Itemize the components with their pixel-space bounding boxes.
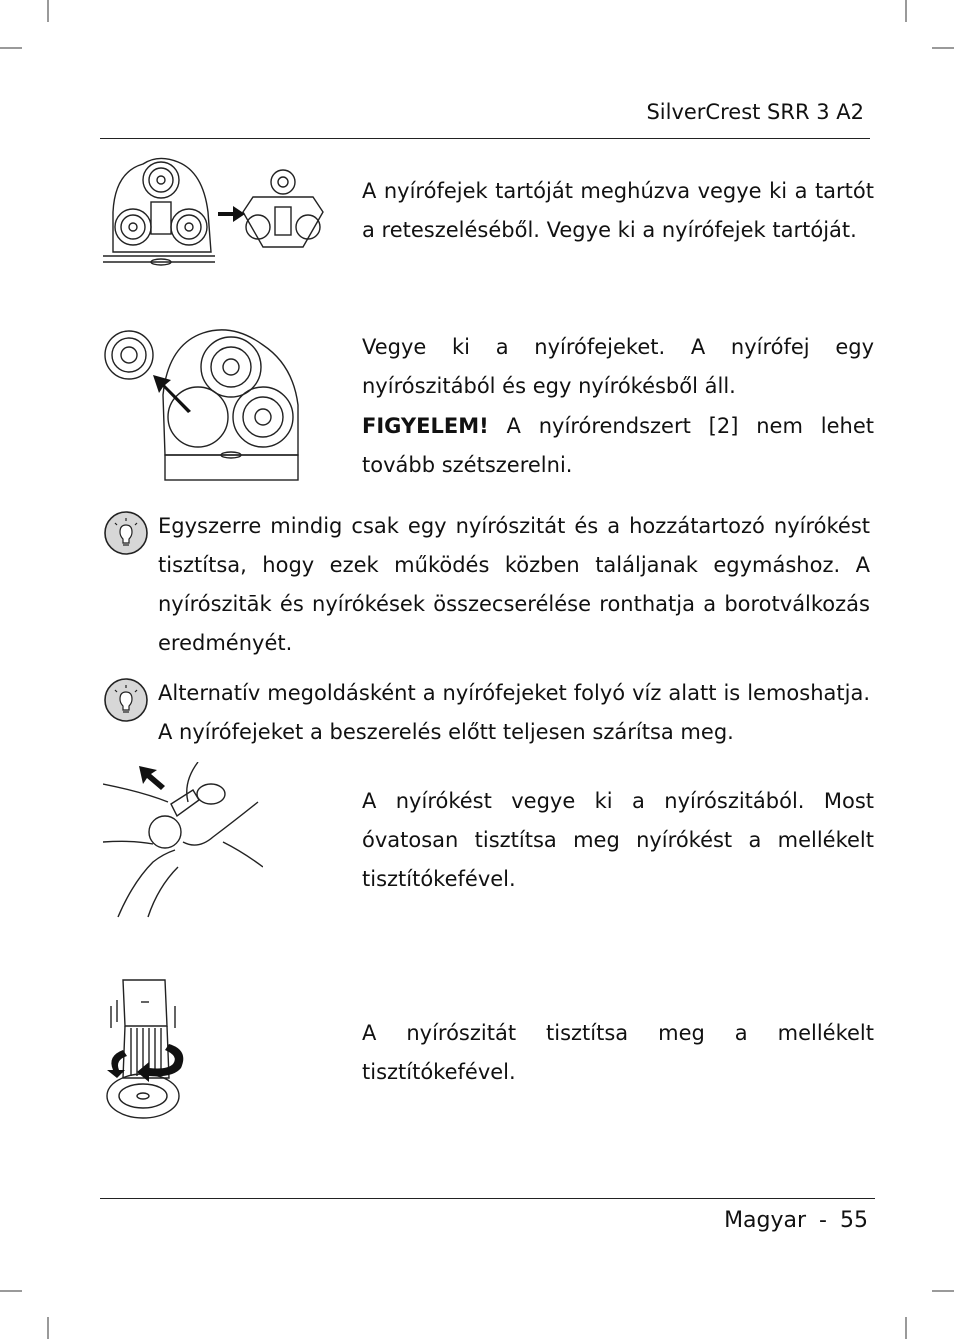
page-header-title: SilverCrest SRR 3 A2 — [646, 100, 864, 124]
footer-separator: - — [819, 1208, 827, 1233]
crop-mark — [0, 1290, 22, 1292]
crop-mark — [0, 47, 22, 49]
header-rule — [100, 138, 870, 139]
lightbulb-icon — [103, 510, 149, 556]
page-number: 55 — [840, 1208, 868, 1233]
footer-rule — [100, 1198, 875, 1199]
screen-brushing-illustration — [103, 978, 193, 1122]
lightbulb-icon — [103, 677, 149, 723]
page-footer — [724, 1208, 868, 1233]
warning-paragraph — [362, 407, 874, 485]
crop-mark — [47, 1317, 49, 1339]
crop-mark — [905, 1317, 907, 1339]
warning-label: FIGYELEM! — [362, 414, 489, 438]
step-text: A nyírófejek tartóját meghúzva vegye ki a tartót a reteszeléséből. Vegye ki a nyírófejek tartóját. — [362, 179, 874, 242]
crop-mark — [932, 47, 954, 49]
step-text: Vegye ki a nyírófejeket. A nyírófej egy nyírószitából és egy nyírókésből áll. — [362, 335, 874, 398]
tip-text: Alternatív megoldásként a nyírófejeket folyó víz alatt is lemoshatja. A nyírófejeket a beszerelés előtt teljesen szárítsa meg. — [158, 681, 870, 744]
tip-text: Egyszerre mindig csak egy nyírószitát és a hozzátartozó nyírókést tisztítsa, hogy ezek működés közben találjanak egymáshoz. A nyírószitāk és nyírókések összecserélése ronthatja a borotválkozás eredményét. — [158, 514, 870, 655]
blade-cleaning-illustration — [103, 762, 263, 920]
crop-mark — [905, 0, 907, 22]
footer-language: Magyar — [724, 1208, 807, 1233]
step-text: A nyírókést vegye ki a nyírószitából. Most óvatosan tisztítsa meg nyírókést a mellékelt tisztítókefével. — [362, 789, 874, 891]
step-text: A nyírószitát tisztítsa meg a mellékelt tisztítókefével. — [362, 1021, 874, 1084]
shaving-heads-removal-illustration — [103, 325, 303, 482]
crop-mark — [47, 0, 49, 22]
cutter-holder-removal-illustration — [103, 152, 333, 267]
warning-text: A nyírórendszert [2] nem lehet tovább szétszerelni. — [362, 414, 874, 477]
crop-mark — [932, 1290, 954, 1292]
